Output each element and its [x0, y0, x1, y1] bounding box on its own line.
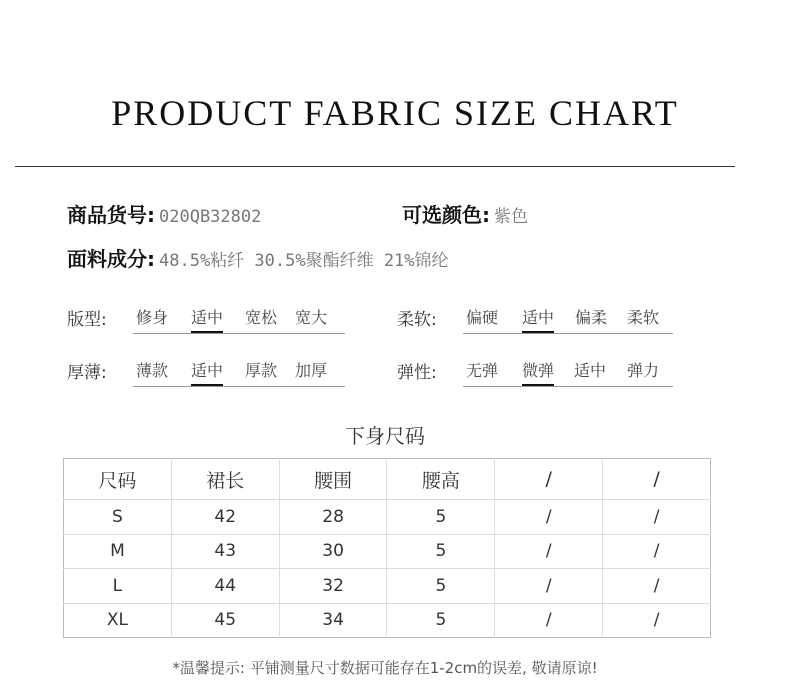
table-header-row — [64, 459, 711, 500]
attribute-label: 弹性: — [397, 363, 437, 383]
attribute-label: 柔软: — [397, 310, 437, 330]
table-cell: / — [603, 569, 711, 604]
attribute-thickness — [67, 358, 357, 386]
table-cell: 43 — [171, 534, 279, 569]
table-cell: 30 — [279, 534, 387, 569]
option-medium-selected: 适中 — [522, 305, 554, 328]
table-cell: / — [603, 534, 711, 569]
option-oversized: 宽大 — [295, 308, 328, 327]
table-header-cell: 裙长 — [171, 459, 279, 500]
attribute-label: 厚薄: — [67, 363, 107, 383]
table-cell: / — [495, 534, 603, 569]
table-header-cell: 腰高 — [387, 459, 495, 500]
option-soft: 偏柔 — [575, 308, 608, 327]
color-row — [402, 199, 528, 228]
option-very-soft: 柔软 — [627, 308, 660, 327]
table-cell: S — [64, 500, 172, 535]
fabric-row — [67, 243, 449, 272]
table-header-cell: / — [495, 459, 603, 500]
table-cell: XL — [64, 603, 172, 638]
table-header-cell: 尺码 — [64, 459, 172, 500]
table-cell: / — [653, 610, 660, 631]
table-cell: 45 — [171, 603, 279, 638]
option-no-stretch: 无弹 — [466, 361, 499, 380]
item-number-row — [67, 199, 261, 228]
attribute-fit — [67, 305, 357, 333]
table-cell: / — [495, 603, 603, 638]
table-cell: 34 — [279, 603, 387, 638]
option-stiff: 偏硬 — [466, 308, 499, 327]
table-cell: M — [64, 534, 172, 569]
table-row — [64, 569, 711, 604]
option-extra-thick: 加厚 — [295, 361, 328, 380]
attribute-options — [463, 358, 673, 387]
table-cell: 42 — [171, 500, 279, 535]
size-chart-title: 下身尺码 — [345, 424, 425, 448]
table-cell: L — [64, 569, 172, 604]
table-cell: 5 — [387, 569, 495, 604]
option-medium-stretch: 适中 — [574, 361, 607, 380]
option-thin: 薄款 — [136, 361, 169, 380]
option-thick: 厚款 — [245, 361, 278, 380]
table-cell: 5 — [387, 500, 495, 535]
attribute-label: 版型: — [67, 310, 107, 330]
page-title: PRODUCT FABRIC SIZE CHART — [111, 93, 679, 133]
attribute-options — [463, 305, 673, 334]
table-cell: 5 — [387, 603, 495, 638]
color-label: 可选颜色: — [402, 203, 490, 227]
option-medium-selected: 适中 — [191, 358, 223, 381]
title-divider — [15, 166, 735, 167]
size-table — [63, 458, 711, 638]
table-cell: / — [495, 500, 603, 535]
option-slight-stretch-selected: 微弹 — [522, 358, 554, 381]
table-header-cell: / — [603, 459, 711, 500]
table-row — [64, 534, 711, 569]
table-cell: 32 — [279, 569, 387, 604]
table-row — [64, 603, 711, 638]
attribute-elasticity — [397, 358, 687, 386]
table-cell: / — [603, 500, 711, 535]
option-regular-selected: 适中 — [191, 305, 223, 328]
measurement-note: *温馨提示: 平铺测量尺寸数据可能存在1-2cm的误差, 敬请原谅! — [172, 659, 598, 677]
table-cell: / — [495, 569, 603, 604]
attribute-options — [133, 305, 345, 334]
color-value: 紫色 — [494, 207, 528, 227]
option-loose: 宽松 — [245, 308, 278, 327]
fabric-label: 面料成分: — [67, 247, 155, 271]
table-header-cell: 腰围 — [279, 459, 387, 500]
attribute-softness — [397, 305, 687, 333]
table-cell: 28 — [279, 500, 387, 535]
item-number-value: 020QB32802 — [159, 207, 262, 227]
table-cell: 44 — [171, 569, 279, 604]
option-slim: 修身 — [136, 308, 169, 327]
item-number-label: 商品货号: — [67, 203, 155, 227]
table-cell: 5 — [387, 534, 495, 569]
fabric-value: 48.5%粘纤 30.5%聚酯纤维 21%锦纶 — [159, 251, 449, 271]
table-row — [64, 500, 711, 535]
attribute-options — [133, 358, 345, 387]
option-stretch: 弹力 — [627, 361, 660, 380]
